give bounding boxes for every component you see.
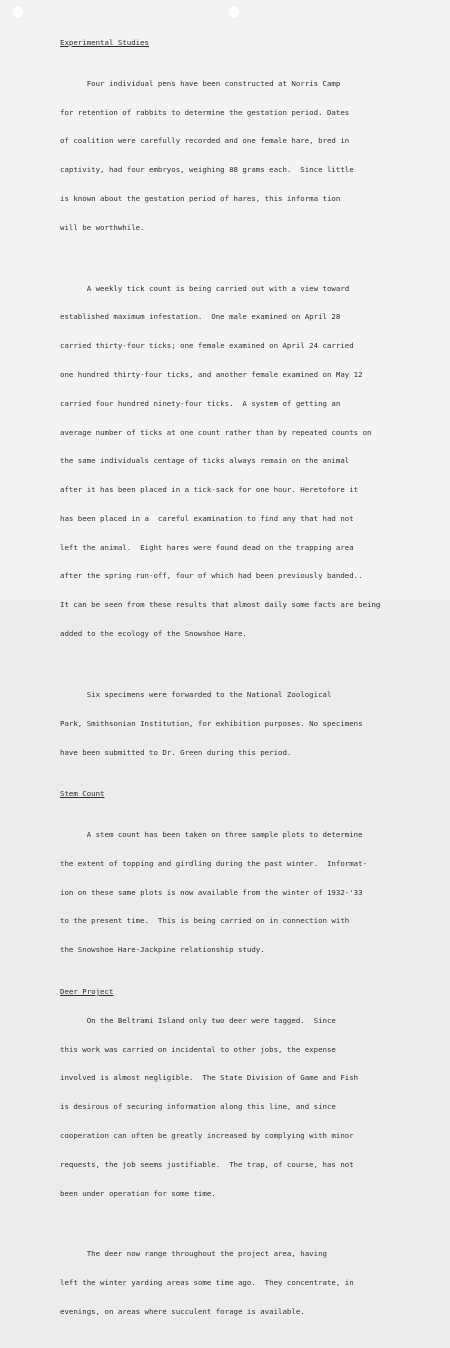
text-line: to the present time. This is being carried on in connection with <box>60 916 350 926</box>
text-line: captivity, had four embryos, weighing 88 grams each. Since little <box>60 165 354 175</box>
text-line: ion on these same plots is now available from the winter of 1932-'33 <box>60 887 363 897</box>
text-line: involved is almost negligible. The State Division of Game and Fish <box>60 1073 359 1083</box>
paragraph <box>60 60 440 252</box>
text-line: carried four hundred ninety-four ticks. A system of getting an <box>60 398 341 408</box>
paragraph <box>60 671 440 777</box>
text-line: evenings, on areas where succulent forage is available. <box>60 1307 305 1317</box>
text-line: added to the ecology of the Snowshoe Hare. <box>60 629 247 639</box>
section-deer-project <box>60 987 440 1336</box>
text-line: A stem count has been taken on three sample plots to determine <box>60 830 363 840</box>
text-line: have been submitted to Dr. Green during this period. <box>60 747 292 757</box>
text-line: Six specimens were forwarded to the National Zoological <box>60 690 332 699</box>
text-line: left the animal. Eight hares were found dead on the trapping area <box>60 542 354 552</box>
text-line: one hundred thirty-four ticks, and another female examined on May 12 <box>60 370 363 379</box>
text-line: The deer now range throughout the project area, having <box>60 1249 327 1259</box>
text-line: It can be seen from these results that almost daily some facts are being <box>60 600 381 610</box>
section-heading: Experimental Studies <box>60 38 149 47</box>
text-line: Park, Smithsonian Institution, for exhibition purposes. No specimens <box>60 718 363 728</box>
section-heading: Deer Project <box>60 987 114 997</box>
paragraph <box>60 1230 440 1336</box>
punch-hole <box>12 6 24 18</box>
text-line: been under operation for some time. <box>60 1188 216 1198</box>
text-line: of coalition were carefully recorded and one female hare, bred in <box>60 136 350 146</box>
text-line: A weekly tick count is being carried out with a view toward <box>60 283 350 293</box>
text-line: after the spring run-off, four of which had been previously banded.. <box>60 571 363 581</box>
text-line: the same individuals centage of ticks always remain on the animal <box>60 456 350 466</box>
text-line: has been placed in a careful examination to find any that had not <box>60 513 354 523</box>
text-line: established maximum infestation. One male examined on April 28 <box>60 312 341 322</box>
text-line: On the Beltrami Island only two deer were tagged. Since <box>60 1015 336 1025</box>
punch-hole <box>228 6 240 18</box>
text-line: is known about the gestation period of hares, this informa tion <box>60 193 341 203</box>
document-body <box>60 38 440 1348</box>
paragraph <box>60 997 440 1218</box>
section-experimental-studies <box>60 38 440 776</box>
text-line: the Snowshoe Hare-Jackpine relationship study. <box>60 945 265 955</box>
text-line: for retention of rabbits to determine the gestation period. Dates <box>60 107 350 117</box>
paragraph <box>60 811 440 974</box>
text-line: carried thirty-four ticks; one female examined on April 24 carried <box>60 341 354 351</box>
text-line: left the winter yarding areas some time ago. They concentrate, in <box>60 1278 354 1288</box>
paragraph <box>60 264 440 657</box>
text-line: this work was carried on incidental to other jobs, the expense <box>60 1044 336 1054</box>
text-line: the extent of topping and girdling during the past winter. Informat- <box>60 858 368 868</box>
text-line: will be worthwhile. <box>60 222 145 232</box>
text-line: average number of ticks at one count rather than by repeated counts on <box>60 427 372 437</box>
text-line: after it has been placed in a tick-sack for one hour. Heretofore it <box>60 485 359 495</box>
section-heading: Stem Count <box>60 789 105 799</box>
section-stem-count <box>60 789 440 974</box>
text-line: cooperation can often be greatly increased by complying with minor <box>60 1130 354 1140</box>
text-line: is desirous of securing information along this line, and since <box>60 1102 336 1112</box>
text-line: requests, the job seems justifiable. The trap, of course, has not <box>60 1159 354 1169</box>
text-line: Four individual pens have been constructed at Norris Camp <box>60 78 341 88</box>
